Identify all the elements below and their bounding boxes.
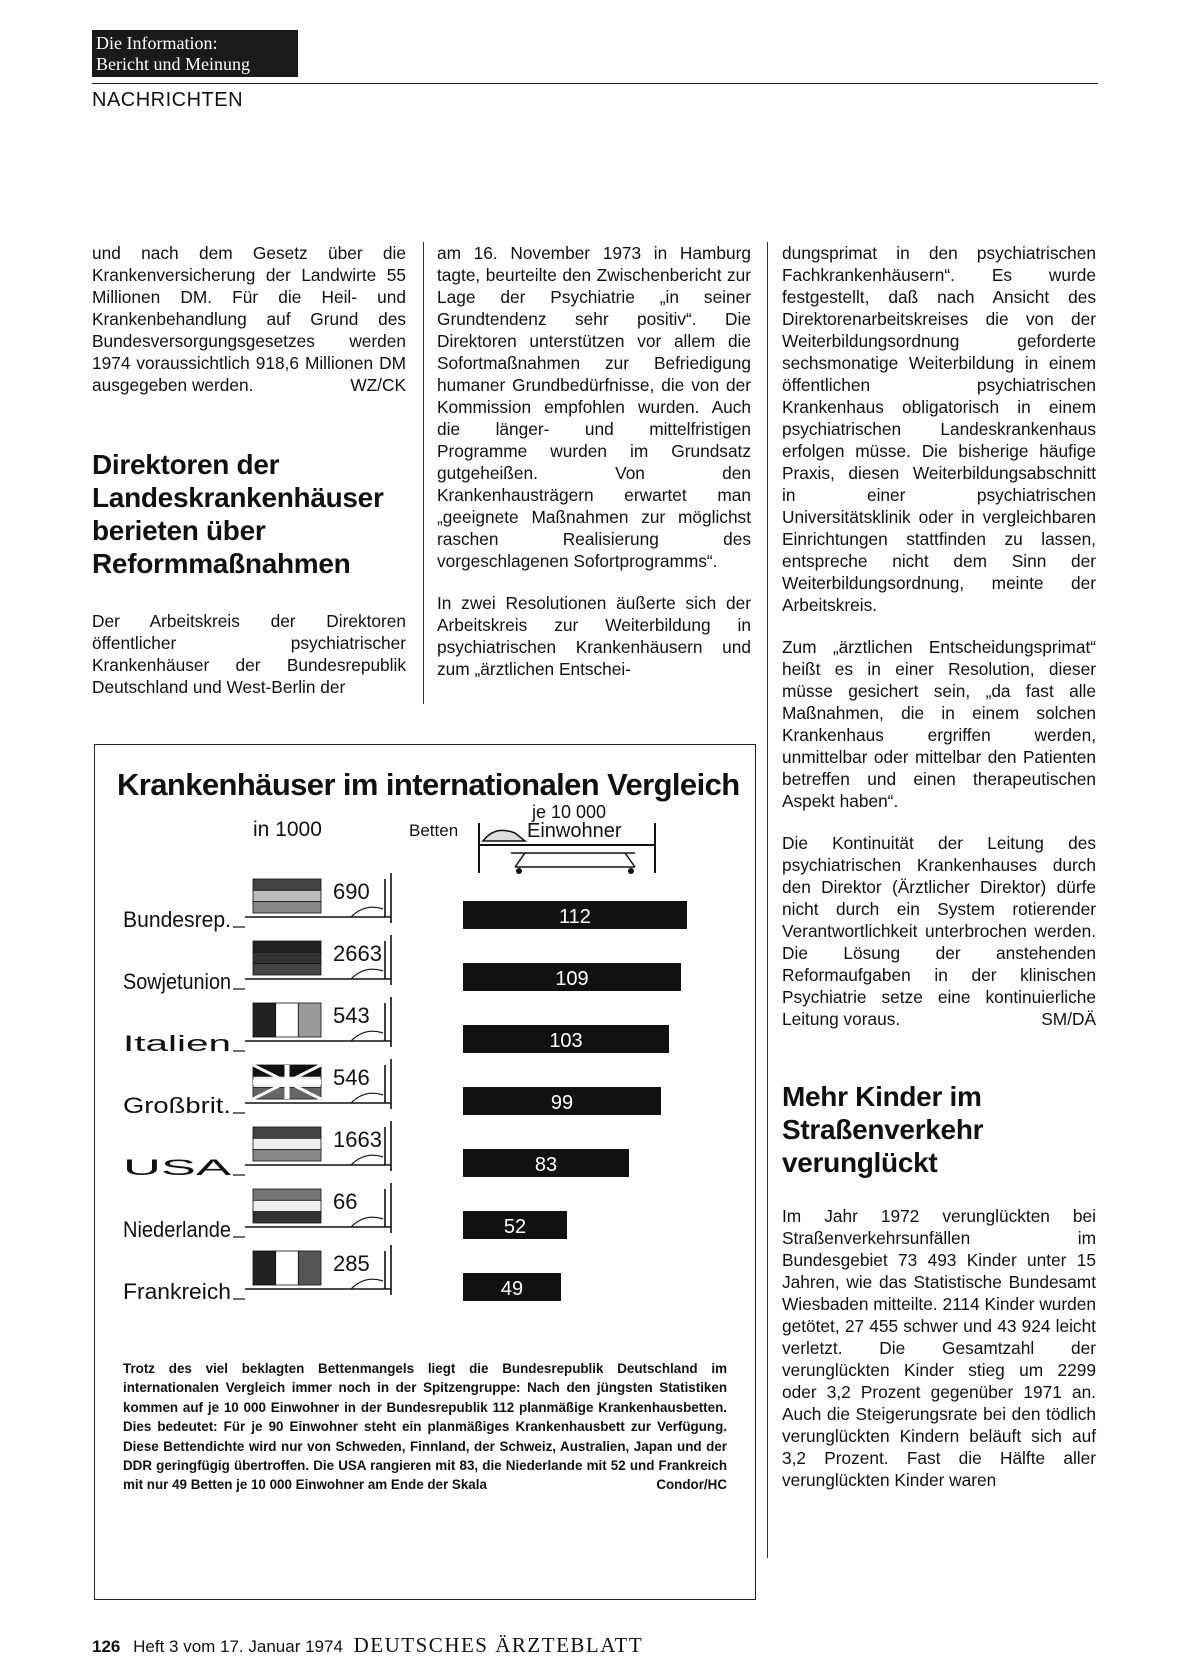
flag-part: [253, 1003, 276, 1037]
col1-intro: und nach dem Gesetz über die Krankenversicherung der Landwirte 55 Millionen DM. Für die Heil- und Krankenbehandlung auf Grund des Bundesversorgungsgesetzes werden 1974 voraussichtlich 918,6 Millionen DM ausgegeben werden.: [92, 243, 406, 395]
flag-part: [276, 1003, 299, 1037]
bar-value-label: 103: [549, 1030, 583, 1052]
chart-caption: [123, 1359, 727, 1495]
bar-value-label: 99: [550, 1092, 574, 1114]
col3-paragraph-3: Die Kontinuität der Leitung des psychiatrischen Krankenhauses durch den Direktor (Ärztlicher Direktor) dürfe nicht durch ein System rotierender Verantwortlichkeit unterbrochen werden. Die Lösung der anstehenden Reformaufgaben in der klinischen Psychiatrie setze eine kontinuierliche Leitung voraus.: [782, 833, 1096, 1029]
bed-pillow-icon: [351, 1155, 383, 1165]
chart-box: [94, 744, 756, 1600]
category-label: Bundesrep.: [123, 907, 231, 932]
header-badge: [92, 30, 298, 77]
chart-title: Krankenhäuser im internationalen Vergleich: [117, 767, 740, 802]
category-label: USA: [123, 1155, 232, 1180]
bar-value-label: 49: [500, 1278, 524, 1300]
section-label: NACHRICHTEN: [92, 89, 244, 111]
flag-part: [253, 1127, 321, 1138]
left-value-label: 66: [333, 1189, 358, 1214]
col3-paragraph-3-signature: SM/DÄ: [1041, 1009, 1096, 1029]
flag-part: [276, 1251, 299, 1285]
col2-paragraph-2: In zwei Resolutionen äußerte sich der Arbeitskreis zur Weiterbildung in psychiatrischen Krankenhäusern und zum „ärztlichen Entschei-: [437, 593, 751, 679]
col1-intro-signature: WZ/CK: [350, 375, 406, 395]
header-rule: [92, 83, 1098, 84]
chart-svg: [95, 745, 755, 1357]
badge-line-1: Die Information:: [96, 33, 218, 53]
left-value-label: 1663: [333, 1127, 382, 1152]
flag-part: [253, 941, 321, 952]
flag-part: [253, 1138, 321, 1149]
bar-value-label: 52: [503, 1216, 527, 1238]
headline-kinder: Mehr Kinder im Straßenverkehr verunglückt: [782, 1081, 984, 1178]
flag-part: [253, 1200, 321, 1211]
bed-icon-part-4: [628, 868, 634, 874]
column-divider-2: [767, 242, 768, 1558]
flag-part: [253, 890, 321, 901]
bed-icon-part-3: [516, 868, 522, 874]
column-3: [782, 242, 1096, 1491]
bed-pillow-icon: [351, 969, 383, 979]
bed-pillow-icon: [351, 907, 383, 917]
left-value-label: 2663: [333, 941, 382, 966]
column-divider-1: [423, 242, 424, 704]
flag-part: [253, 879, 321, 890]
bed-pillow-icon: [351, 1031, 383, 1041]
flag-part: [298, 1251, 321, 1285]
footer: [92, 1633, 643, 1658]
flag-part: [253, 1212, 321, 1223]
left-value-label: 543: [333, 1003, 370, 1028]
issue-info: Heft 3 vom 17. Januar 1974: [133, 1637, 343, 1656]
flag-part: [253, 952, 321, 963]
bar-value-label: 112: [559, 906, 591, 928]
category-label: Großbrit.: [123, 1093, 231, 1118]
left-value-label: 690: [333, 879, 370, 904]
category-label: Sowjetunion: [123, 969, 231, 994]
category-label: Frankreich: [123, 1279, 231, 1304]
journal-name: DEUTSCHES ÄRZTEBLATT: [353, 1633, 644, 1657]
category-label: Italien: [123, 1031, 231, 1056]
bed-pillow-icon: [351, 1093, 383, 1103]
col3-paragraph-1: dungsprimat in den psychiatrischen Fachkrankenhäusern“. Es wurde festgestellt, daß nach Ansicht des Direktorenarbeitskreises die von der Weiterbildungsordnung geforderte sechsmonatige Weiterbildung in einem öffentlichen psychiatrischen Krankenhaus obligatorisch in einem psychiatrischen Landeskrankenhaus erfolgen müsse. Die bisherige häufige Praxis, diesen Weiterbildungsabschnitt in einer psychiatrischen Universitätsklinik oder in vergleichbaren Einrichtungen stattfinden zu lassen, entspreche nicht dem Sinn der Weiterbildungsordnung, meinte der Arbeitskreis.: [782, 243, 1096, 615]
flag-part: [253, 1251, 276, 1285]
bar-value-label: 109: [555, 968, 589, 990]
page-number: 126: [92, 1637, 121, 1656]
bed-pillow-icon: [351, 1279, 383, 1289]
col3-paragraph-2: Zum „ärztlichen Entscheidungsprimat“ heißt es in einer Resolution, dieser müsse gesichert sein, „da fast alle Maßnahmen, die in einem solchen Krankenhaus ergriffen werden, unmittelbar oder mittelbar den Patienten betreffen und einen therapeutischen Aspekt haben“.: [782, 637, 1096, 811]
right-axis-label-line2: Einwohner: [527, 820, 622, 842]
column-2: [437, 242, 751, 680]
col1-paragraph: Der Arbeitskreis der Direktoren öffentlicher psychiatrischer Krankenhäuser der Bundesrepublik Deutschland und West-Berlin der: [92, 611, 406, 697]
badge-line-2: Bericht und Meinung: [96, 54, 250, 74]
flag-part: [253, 1150, 321, 1161]
col3-paragraph-4: Im Jahr 1972 verunglückten bei Straßenverkehrsunfällen im Bundesgebiet 73 493 Kinder unter 15 Jahren, wie das Statistische Bundesamt Wiesbaden mitteilte. 2114 Kinder wurden getötet, 27 455 schwer und 43 924 leicht verletzt. Die Gesamtzahl der verunglückten Kinder stieg um 2299 oder 3,2 Prozent gegenüber 1971 an. Auch die Steigerungsrate bei den tödlich verunglückten Kindern beläuft sich auf 3,2 Prozent. Fast die Hälfte aller verunglückten Kinder waren: [782, 1206, 1096, 1490]
bed-pillow-icon: [351, 1217, 383, 1227]
right-axis-prefix: Betten: [409, 821, 459, 840]
headline-direktoren: Direktoren der Landeskrankenhäuser berieten über Reformmaßnahmen: [92, 449, 384, 579]
category-label: Niederlande: [123, 1217, 231, 1242]
col2-paragraph-1: am 16. November 1973 in Hamburg tagte, beurteilte den Zwischenbericht zur Lage der Psychiatrie „in seiner Grundtendenz sehr positiv“. Die Direktoren unterstützen vor allem die Sofortmaßnahmen zur Befriedigung humaner Grundbedürfnisse, die von der Kommission empfohlen wurden. Auch die länger- und mittelfristigen Programme wurden im Grundsatz gutgeheißen. Von den Krankenhausträgern erwartet man „geeignete Maßnahmen zur möglichst raschen Realisierung des vorgeschlagenen Sofortprogramms“.: [437, 243, 751, 571]
flag-part: [253, 1189, 321, 1200]
left-value-label: 546: [333, 1065, 370, 1090]
bar-value-label: 83: [534, 1154, 558, 1176]
left-value-label: 285: [333, 1251, 370, 1276]
chart-caption-signature: Condor/HC: [656, 1477, 727, 1493]
left-axis-label: in 1000: [253, 818, 322, 841]
chart-caption-text: Trotz des viel beklagten Bettenmangels liegt die Bundesrepublik Deutschland im internationalen Vergleich immer noch in der Spitzengruppe: Nach den jüngsten Statistiken kommen auf je 10 000 Einwohner in der Bundesrepublik 112 planmäßige Krankenhausbetten. Dies bedeutet: Für je 90 Einwohner steht ein planmäßiges Krankenhausbett zur Verfügung. Diese Bettendichte wird nur von Schweden, Finnland, der Schweiz, Australien, Japan und der DDR geringfügig übertroffen. Die USA rangieren mit 83, die Niederlande mit 52 und Frankreich mit nur 49 Betten je 10 000 Einwohner am Ende der Skala: [123, 1361, 727, 1493]
right-axis-label-line1: je 10 000: [532, 802, 607, 822]
bed-icon-part-2: [511, 853, 635, 867]
flag-part: [298, 1003, 321, 1037]
flag-part: [253, 902, 321, 913]
column-1: [92, 242, 406, 698]
flag-part: [253, 964, 321, 975]
bed-icon-part-1: [483, 830, 525, 841]
